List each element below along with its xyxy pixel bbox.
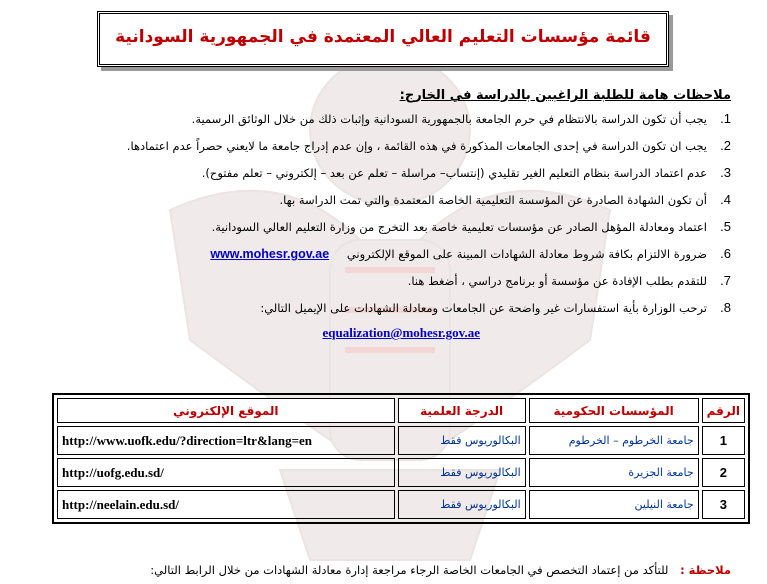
row-website-link[interactable]: http://www.uofk.edu/?direction=ltr&lang=en — [57, 426, 395, 455]
note-number: 2. — [720, 138, 731, 153]
note-text[interactable]: للتقدم بطلب الإفادة عن مؤسسة أو برنامج دراسي ، أضغط هنا. — [407, 274, 707, 288]
title-box — [97, 11, 669, 67]
row-website-link[interactable]: http://neelain.edu.sd/ — [57, 490, 395, 519]
row-institution: جامعة الجزيرة — [529, 458, 699, 487]
institutions-table-wrapper — [52, 393, 750, 524]
ministry-website-link[interactable]: www.mohesr.gov.ae — [210, 247, 330, 261]
note-text: أن تكون الشهادة الصادرة عن المؤسسة التعليمية الخاصة المعتمدة والتي تمت الدراسة بها. — [279, 193, 707, 207]
note-text-body: ضرورة الالتزام بكافة شروط معادلة الشهادات المبينة على الموقع الإلكتروني — [346, 247, 707, 261]
note-text: يجب أن تكون الدراسة بالانتظام في حرم الجامعة بالجمهورية السودانية وإثبات ذلك من خلال الوثائق الرسمية. — [191, 112, 707, 126]
note-number: 4. — [720, 192, 731, 207]
row-website-link[interactable]: http://uofg.edu.sd/ — [57, 458, 395, 487]
list-item — [71, 220, 731, 247]
header-website: الموقع الإلكتروني — [57, 398, 395, 423]
table-row — [57, 490, 745, 519]
row-num: 2 — [702, 458, 745, 487]
table-row — [57, 458, 745, 487]
list-item — [71, 166, 731, 193]
footer-text: للتأكد من إعتماد التخصص في الجامعات الخاصة الرجاء مراجعة إدارة معادلة الشهادات من خلال الرابط التالي: — [150, 563, 669, 577]
note-text: اعتماد ومعادلة المؤهل الصادر عن مؤسسات تعليمية خاصة بعد التخرج من وزارة التعليم العالي السودانية. — [211, 220, 707, 234]
row-degree: البكالوريوس فقط — [398, 490, 526, 519]
row-institution: جامعة الخرطوم – الخرطوم — [529, 426, 699, 455]
note-text: ترحب الوزارة بأية استفسارات غير واضحة عن الجامعات ومعادلة الشهادات على الإيميل التالي: — [260, 301, 707, 315]
notes-heading: ملاحظات هامة للطلبة الراغبين بالدراسة في الخارج: — [399, 88, 731, 103]
note-number: 6. — [720, 246, 731, 261]
row-num: 3 — [702, 490, 745, 519]
list-item — [71, 247, 731, 274]
list-item — [71, 139, 731, 166]
email-link[interactable]: equalization@mohesr.gov.ae — [322, 325, 480, 340]
table-header-row — [57, 398, 745, 423]
row-degree: البكالوريوس فقط — [398, 458, 526, 487]
footer-label: ملاحظة : — [680, 563, 731, 577]
note-text: عدم اعتماد الدراسة بنظام التعليم الغير تقليدي (إنتساب– مراسلة – تعلم عن بعد – إلكتروني – تعلم مفتوح). — [201, 166, 707, 180]
table-row — [57, 426, 745, 455]
list-item — [71, 274, 731, 301]
note-number: 5. — [720, 219, 731, 234]
note-number: 3. — [720, 165, 731, 180]
note-number: 8. — [720, 300, 731, 315]
institutions-table — [52, 393, 750, 524]
note-number: 1. — [720, 111, 731, 126]
header-degree: الدرجة العلمية — [398, 398, 526, 423]
page-title: قائمة مؤسسات التعليم العالي المعتمدة في الجمهورية السودانية — [115, 27, 651, 47]
footer-note — [150, 563, 731, 577]
header-num: الرقم — [702, 398, 745, 423]
note-text: يجب ان تكون الدراسة في إحدى الجامعات المذكورة في هذه القائمة ، وإن عدم إدراج جامعة ما لايعني حصراً عدم اعتمادها. — [126, 139, 707, 153]
notes-list — [71, 112, 731, 328]
row-num: 1 — [702, 426, 745, 455]
row-institution: جامعة النيلين — [529, 490, 699, 519]
list-item — [71, 301, 731, 328]
list-item — [71, 112, 731, 139]
row-degree: البكالوريوس فقط — [398, 426, 526, 455]
header-institution: المؤسسات الحكومية — [529, 398, 699, 423]
list-item — [71, 193, 731, 220]
note-number: 7. — [720, 273, 731, 288]
note-text — [71, 247, 707, 261]
